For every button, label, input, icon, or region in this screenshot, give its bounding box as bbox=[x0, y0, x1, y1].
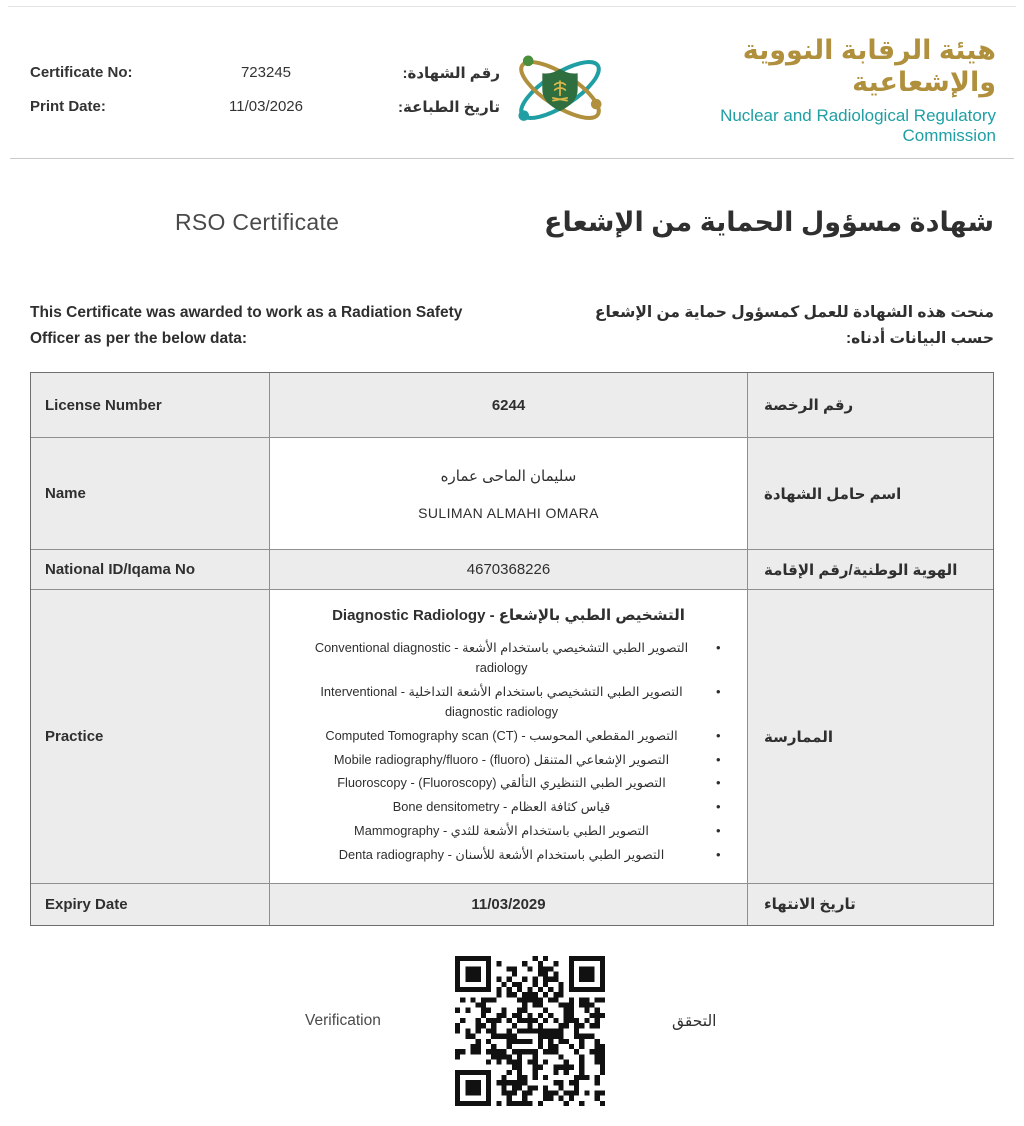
table-row-practice bbox=[31, 589, 993, 882]
practice-item: • التصوير الإشعاعي المتنقل (fluoro) - Mobile radiography/fluoro bbox=[283, 750, 721, 770]
qr-code-canvas bbox=[455, 956, 605, 1106]
certificate-meta bbox=[30, 64, 500, 116]
practice-item: • التصوير المقطعي المحوسب - Computed Tomography scan (CT) bbox=[283, 726, 721, 746]
certificate-no-label-en: Certificate No: bbox=[30, 64, 133, 82]
practice-item: • التصوير الطبي باستخدام الأشعة للأسنان - Denta radiography bbox=[283, 845, 721, 865]
national-id-label-en: National ID/Iqama No bbox=[31, 550, 269, 589]
intro-text-ar: منحت هذه الشهادة للعمل كمسؤول حماية من الإشعاع حسب البيانات أدناه: bbox=[594, 303, 994, 348]
license-number-label-ar: رقم الرخصة bbox=[747, 373, 993, 437]
practice-item: • التصوير الطبي باستخدام الأشعة للثدي - Mammography bbox=[283, 821, 721, 841]
qr-code-icon bbox=[455, 956, 605, 1106]
practice-item: • التصوير الطبي التشخيصي باستخدام الأشعة - Conventional diagnostic radiology bbox=[283, 638, 721, 678]
practice-list bbox=[283, 634, 735, 868]
header bbox=[0, 0, 1024, 154]
certificate-title-ar: شهادة مسؤول الحماية من الإشعاع bbox=[544, 206, 994, 237]
holder-name-english: SULIMAN ALMAHI OMARA bbox=[418, 504, 599, 521]
certificate-table bbox=[30, 372, 994, 925]
table-row-expiry-date bbox=[31, 883, 993, 925]
holder-name-arabic: سليمان الماحى عماره bbox=[440, 467, 577, 485]
print-date-value: 11/03/2026 bbox=[229, 98, 303, 116]
certificate-no-label-ar: رقم الشهادة: bbox=[402, 64, 500, 82]
national-id-label-ar: الهوية الوطنية/رقم الإقامة bbox=[747, 550, 993, 589]
practice-value-cell bbox=[269, 590, 747, 882]
org-name-arabic: هيئة الرقابة النووية والإشعاعية bbox=[742, 35, 996, 98]
name-label-ar: اسم حامل الشهادة bbox=[747, 438, 993, 549]
practice-item: • قياس كثافة العظام - Bone densitometry bbox=[283, 797, 721, 817]
expiry-date-label-en: Expiry Date bbox=[31, 884, 269, 925]
org-name-english: Nuclear and Radiological Regulatory Commission bbox=[720, 105, 996, 145]
organization-names bbox=[626, 34, 998, 146]
print-date-label-ar: تاريخ الطباعة: bbox=[398, 98, 500, 116]
license-number-label-en: License Number bbox=[31, 373, 269, 437]
table-row-license-number bbox=[31, 373, 993, 437]
practice-item: • التصوير الطبي التشخيصي باستخدام الأشعة التداخلية - Interventional diagnostic radiology bbox=[283, 682, 721, 722]
practice-label-en: Practice bbox=[31, 590, 269, 882]
name-label-en: Name bbox=[31, 438, 269, 549]
expiry-date-value: 11/03/2029 bbox=[269, 884, 747, 925]
print-date-label-en: Print Date: bbox=[30, 98, 106, 116]
verification-label-en: Verification bbox=[305, 1011, 381, 1029]
certificate-no-value: 723245 bbox=[240, 64, 292, 82]
intro-text-en: This Certificate was awarded to work as a Radiation Safety Officer as per the below data: bbox=[30, 303, 463, 348]
table-row-national-id bbox=[31, 549, 993, 589]
name-value-cell bbox=[269, 438, 747, 549]
verification-section bbox=[0, 956, 1024, 1126]
intro-row bbox=[0, 238, 1024, 353]
practice-item: • التصوير الطبي التنظيري التألقي (Fluoroscopy) - Fluoroscopy bbox=[283, 773, 721, 793]
practice-category-title: التشخيص الطبي بالإشعاع - Diagnostic Radiology bbox=[332, 607, 685, 625]
license-number-value: 6244 bbox=[269, 373, 747, 437]
expiry-date-label-ar: تاريخ الانتهاء bbox=[747, 884, 993, 925]
verification-label-ar: التحقق bbox=[672, 1012, 717, 1030]
national-id-value: 4670368226 bbox=[269, 550, 747, 589]
title-row bbox=[0, 159, 1024, 238]
certificate-title-en: RSO Certificate bbox=[175, 208, 340, 235]
table-row-name bbox=[31, 437, 993, 549]
practice-label-ar: الممارسة bbox=[747, 590, 993, 882]
atom-shield-logo-icon bbox=[504, 37, 616, 143]
